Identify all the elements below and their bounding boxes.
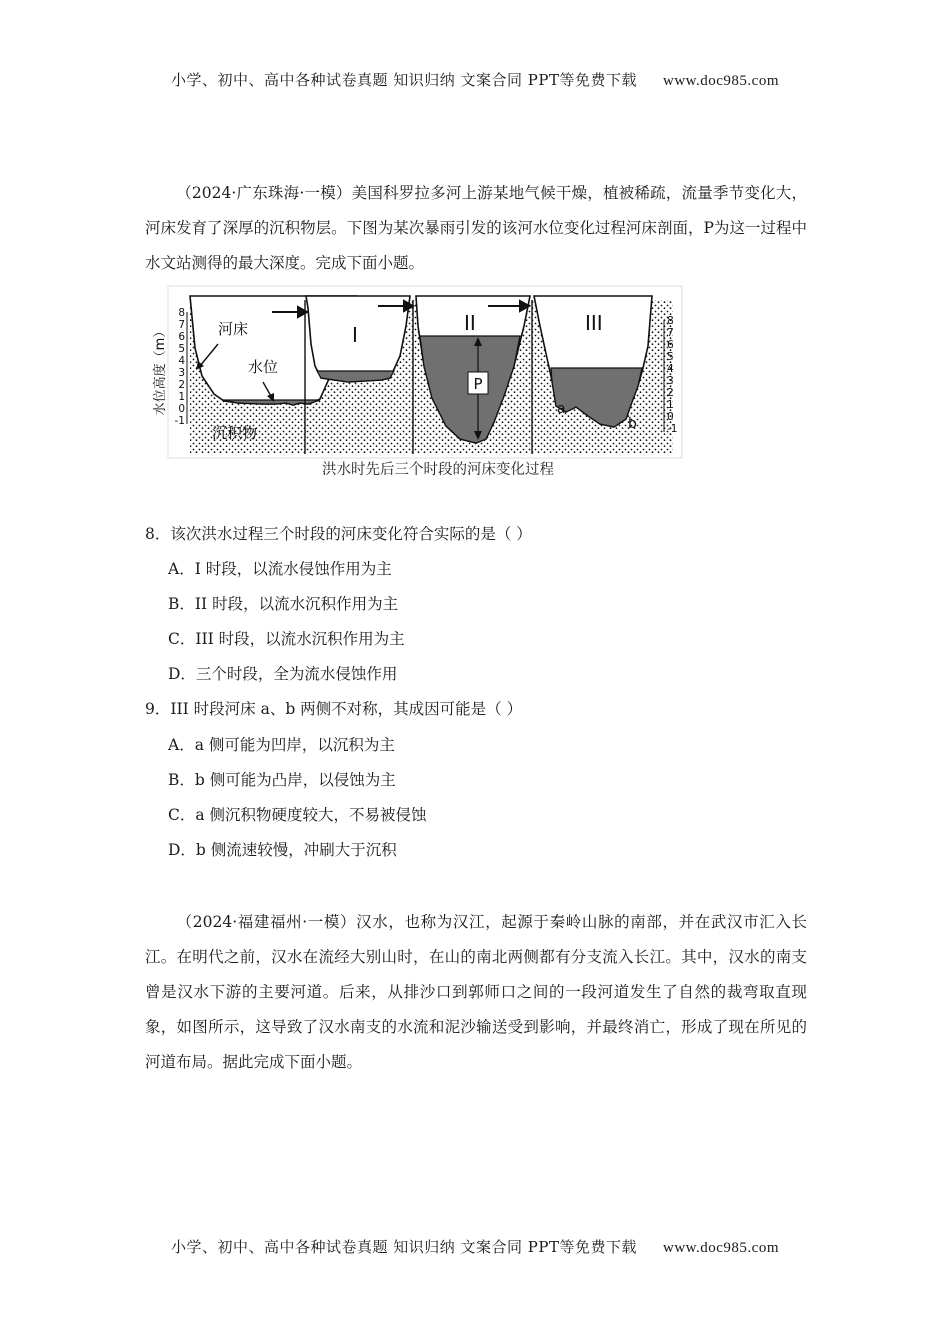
question-8-option-c[interactable]: C．III 时段，以流水沉积作用为主 (168, 630, 405, 648)
question-8-option-d[interactable]: D．三个时段，全为流水侵蚀作用 (168, 665, 398, 683)
tick-left-5: 5 (178, 343, 185, 355)
question-9-option-c[interactable]: C．a 侧沉积物硬度较大，不易被侵蚀 (168, 806, 427, 824)
tick-right-8: 8 (667, 315, 674, 327)
tick-right-3: 3 (667, 375, 674, 387)
tick-left-4: 4 (178, 355, 185, 367)
label-water-level: 水位 (248, 358, 279, 376)
y-axis-label: 水位高度（m） (153, 324, 168, 416)
label-stage-2: II (464, 311, 476, 335)
label-sediment: 沉积物 (212, 424, 258, 442)
footer-url[interactable]: www.doc985.com (662, 1240, 779, 1256)
tick-right-4: 4 (667, 363, 674, 375)
figure-caption: 洪水时先后三个时段的河床变化过程 (322, 462, 554, 478)
tick-left-2: 2 (178, 379, 185, 391)
tick-right-1: 1 (667, 399, 674, 411)
channel-1-air (306, 296, 410, 382)
footer-text: 小学、初中、高中各种试卷真题 知识归纳 文案合同 PPT等免费下载 (170, 1238, 637, 1256)
tick-right-7: 7 (667, 327, 674, 339)
tick-left-7: 7 (178, 319, 185, 331)
passage-2-text: （2024·福建福州·一模）汉水，也称为汉江，起源于秦岭山脉的南部，并在武汉市汇入长江。在明代之前，汉水在流经大别山时，在山的南北两侧都有分支流入长江。其中，汉水的南支曾是汉水下游的主要河道。后来，从排沙口到郭师口之间的一段河道发生了自然的裁弯取直现象，如图所示，这导致了汉水南支的水流和泥沙输送受到影响，并最终消亡，形成了现在所见的河道布局。据此完成下面小题。 (145, 913, 807, 1071)
label-stage-1: I (352, 323, 358, 347)
header-text: 小学、初中、高中各种试卷真题 知识归纳 文案合同 PPT等免费下载 (170, 71, 637, 89)
river-profile-figure (153, 286, 682, 458)
label-stage-3: III (585, 311, 603, 335)
page-footer (0, 1236, 950, 1257)
tick-right-neg1: -1 (667, 423, 678, 435)
label-side-a: a (557, 401, 566, 417)
tick-left-6: 6 (178, 331, 185, 343)
tick-left-0: 0 (178, 403, 185, 415)
label-side-b: b (628, 416, 637, 432)
header-url[interactable]: www.doc985.com (662, 73, 779, 89)
question-8-stem: 8．该次洪水过程三个时段的河床变化符合实际的是（ ） (145, 525, 532, 543)
passage-2 (145, 905, 807, 1080)
tick-left-8: 8 (178, 307, 185, 319)
question-8-option-b[interactable]: B．II 时段，以流水沉积作用为主 (168, 595, 399, 613)
question-8-option-a[interactable]: A．I 时段，以流水侵蚀作用为主 (168, 560, 392, 578)
question-9-stem: 9．III 时段河床 a、b 两侧不对称，其成因可能是（ ） (145, 700, 523, 718)
label-riverbed: 河床 (218, 320, 249, 338)
tick-right-6: 6 (667, 339, 674, 351)
passage-1-text: （2024·广东珠海·一模）美国科罗拉多河上游某地气候干燥，植被稀疏，流量季节变化大，河床发育了深厚的沉积物层。下图为某次暴雨引发的该河水位变化过程河床剖面，P为这一过程中水文站测得的最大深度。完成下面小题。 (145, 184, 807, 272)
label-depth-p: P (473, 375, 483, 393)
tick-right-0: 0 (667, 411, 674, 423)
page-header (0, 69, 950, 90)
question-9-option-d[interactable]: D．b 侧流速较慢，冲刷大于沉积 (168, 841, 397, 859)
question-9-option-a[interactable]: A．a 侧可能为凹岸，以沉积为主 (168, 736, 395, 754)
passage-1 (145, 176, 807, 281)
tick-left-neg1: -1 (174, 415, 185, 427)
tick-right-2: 2 (667, 387, 674, 399)
question-9-option-b[interactable]: B．b 侧可能为凸岸，以侵蚀为主 (168, 771, 396, 789)
tick-right-5: 5 (667, 351, 674, 363)
tick-left-3: 3 (178, 367, 185, 379)
tick-left-1: 1 (178, 391, 185, 403)
